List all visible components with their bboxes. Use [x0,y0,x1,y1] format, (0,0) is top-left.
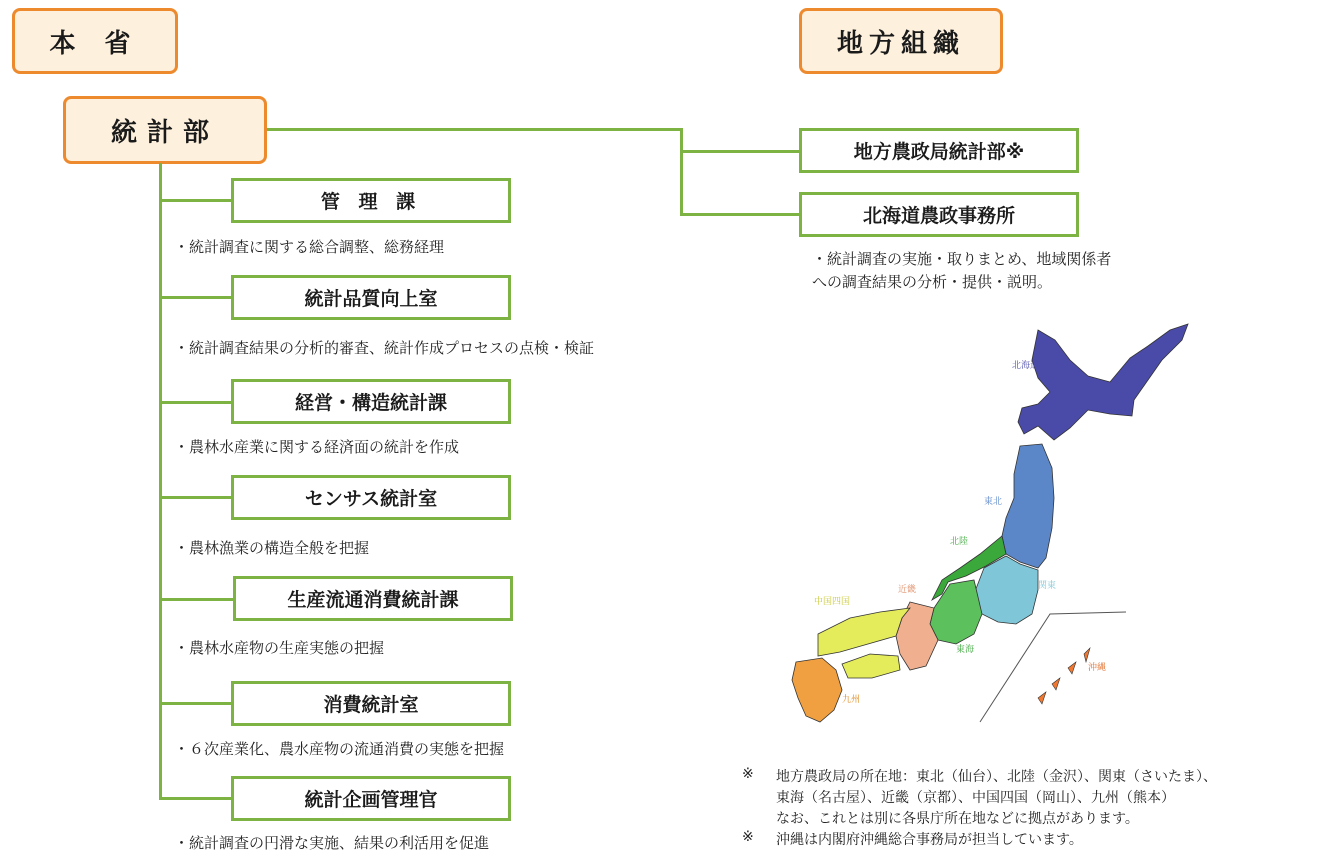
division-keiei-desc: ・農林水産業に関する経済面の統計を作成 [174,438,460,456]
division-census: センサス統計室 [231,475,511,520]
division-census-desc: ・農林漁業の構造全般を把握 [174,539,370,557]
map-label-kanto: 関東 [1038,581,1057,591]
note-2 [742,829,1332,851]
branch-line [159,797,233,800]
division-quality: 統計品質向上室 [231,275,511,320]
division-quality-desc: ・統計調査結果の分析的審査、統計作成プロセスの点検・検証 [174,339,595,357]
regional-connector-h [267,128,683,131]
note-1-line3: なお、これとは別に各県庁所在地などに拠点があります。 [776,811,1139,827]
kyushu-region [792,658,842,722]
division-keiei: 経営・構造統計課 [231,379,511,424]
note-2-mark: ※ [742,829,754,845]
regional-connector-1 [680,150,800,153]
regional-desc-line1: ・統計調査の実施・取りまとめ、地域関係者 [812,250,1112,268]
regional-connector-2 [680,213,800,216]
note-1-mark: ※ [742,766,754,782]
branch-line [159,598,235,601]
branch-line [159,496,233,499]
hokkaido-office-box: 北海道農政事務所 [799,192,1079,237]
branch-line [159,296,233,299]
regional-desc-line2: への調査結果の分析・提供・説明。 [812,273,1053,291]
hokkaido-region [1018,324,1188,440]
division-kanri-desc: ・統計調査に関する総合調整、総務経理 [174,238,445,256]
map-label-okinawa: 沖縄 [1088,663,1107,673]
statistics-department-box: 統計部 [63,96,267,164]
division-seisan: 生産流通消費統計課 [233,576,513,621]
map-label-kinki: 近畿 [898,585,917,595]
japan-map [770,318,1210,728]
map-label-kyushu: 九州 [842,695,861,705]
note-1-line1: 地方農政局の所在地：東北（仙台）、北陸（金沢）、関東（さいたま）、 [776,769,1217,785]
branch-line [159,401,233,404]
okinawa-region [1038,648,1090,704]
tohoku-region [1002,444,1054,568]
map-label-tohoku: 東北 [984,497,1003,507]
note-1-line2: 東海（名古屋）、近畿（京都）、中国四国（岡山）、九州（熊本） [776,790,1175,806]
division-shohi: 消費統計室 [231,681,511,726]
division-seisan-desc: ・農林水産物の生産実態の把握 [174,639,385,657]
map-label-hokkaido: 北海道 [1012,361,1040,371]
note-2-line1: 沖縄は内閣府沖縄総合事務局が担当しています。 [776,832,1083,848]
division-shohi-desc: ・６次産業化、農水産物の流通消費の実態を把握 [174,740,505,758]
note-1 [742,766,1332,832]
branch-line [159,199,233,202]
chiho-header: 地方組織 [799,8,1003,74]
map-label-tokai: 東海 [956,645,975,655]
map-label-chugoku-shikoku: 中国四国 [814,597,851,607]
division-kikaku: 統計企画管理官 [231,776,511,821]
division-kanri: 管 理 課 [231,178,511,223]
regional-connector-v [680,128,683,216]
regional-bureau-box: 地方農政局統計部※ [799,128,1079,173]
branch-line [159,702,233,705]
honsho-header: 本 省 [12,8,178,74]
map-label-hokuriku: 北陸 [950,537,969,547]
division-kikaku-desc: ・統計調査の円滑な実施、結果の利活用を促進 [174,834,490,852]
